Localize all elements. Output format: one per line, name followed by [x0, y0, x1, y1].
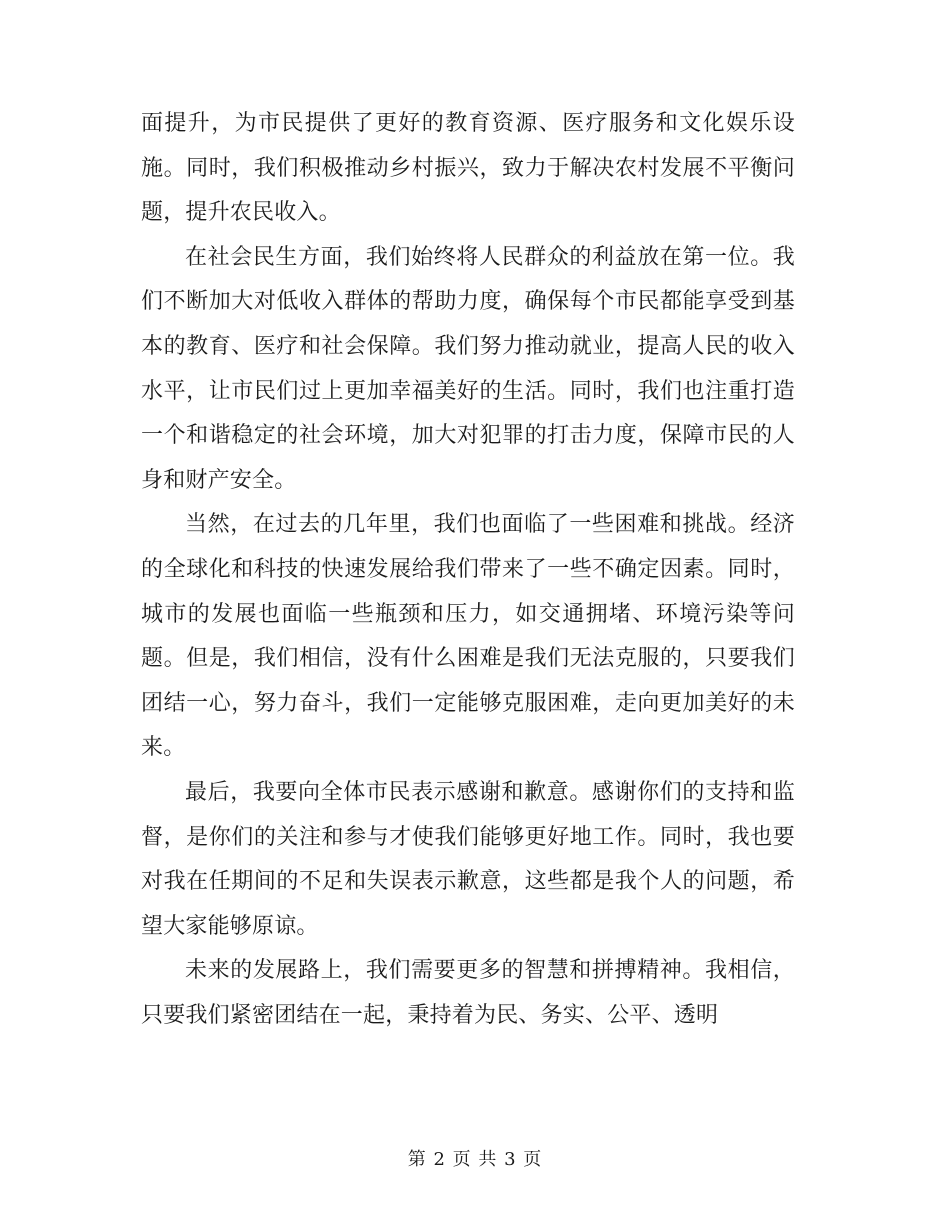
paragraph-4: 最后，我要向全体市民表示感谢和歉意。感谢你们的支持和监督，是你们的关注和参与才使我们能够更好地工作。同时，我也要对我在任期间的不足和失误表示歉意，这些都是我个人的问题，希望大家能够原谅。 [141, 779, 795, 939]
paragraph-2: 在社会民生方面，我们始终将人民群众的利益放在第一位。我们不断加大对低收入群体的帮助力度，确保每个市民都能享受到基本的教育、医疗和社会保障。我们努力推动就业，提高人民的收入水平，让市民们过上更加幸福美好的生活。同时，我们也注重打造一个和谐稳定的社会环境，加大对犯罪的打击力度，保障市民的人身和财产安全。 [141, 244, 795, 493]
paragraph-5: 未来的发展路上，我们需要更多的智慧和拼搏精神。我相信，只要我们紧密团结在一起，秉持着为民、务实、公平、透明 [141, 958, 795, 1028]
document-body [141, 102, 795, 1038]
paragraph-3: 当然，在过去的几年里，我们也面临了一些困难和挑战。经济的全球化和科技的快速发展给我们带来了一些不确定因素。同时，城市的发展也面临一些瓶颈和压力，如交通拥堵、环境污染等问题。但是，我们相信，没有什么困难是我们无法克服的，只要我们团结一心，努力奋斗，我们一定能够克服困难，走向更加美好的未来。 [141, 512, 795, 761]
paragraph-1: 面提升，为市民提供了更好的教育资源、医疗服务和文化娱乐设施。同时，我们积极推动乡村振兴，致力于解决农村发展不平衡问题，提升农民收入。 [141, 111, 795, 226]
page-number-footer: 第 2 页 共 3 页 [407, 1149, 543, 1170]
